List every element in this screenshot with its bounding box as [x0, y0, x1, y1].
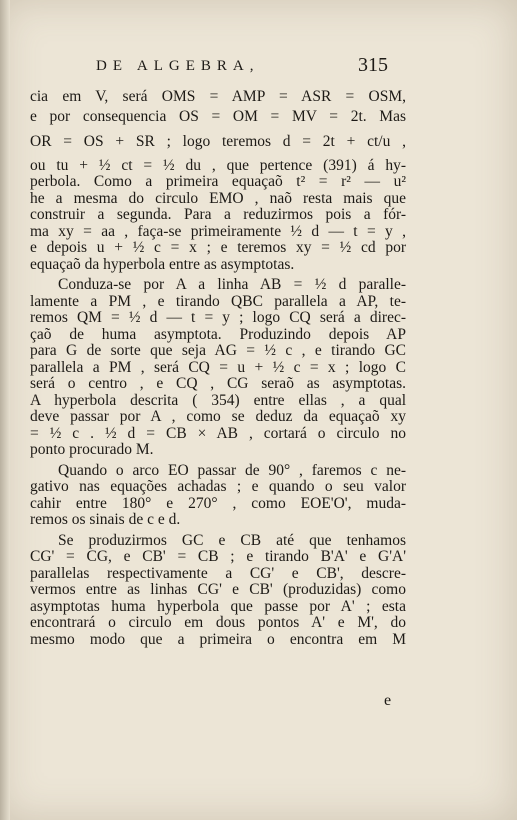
- catchword: e: [384, 692, 392, 709]
- page-number: 315: [358, 54, 388, 76]
- text-line: encontrará o circulo em dous pontos A' e M', do: [30, 614, 406, 631]
- text-line: construir a segunda. Para a reduzirmos pois a fór-: [30, 206, 406, 223]
- text-line: gativo nas equações achadas ; e quando o seu valor: [30, 478, 406, 495]
- text-line: Quando o arco EO passar de 90° , faremos c ne-: [58, 461, 406, 479]
- text-line: he a mesma do circulo EMO , naõ resta mais que: [30, 189, 406, 207]
- text-line: para G de sorte que seja AG = ½ c , e tirando GC: [30, 342, 406, 359]
- text-line: cia em V, será OMS = AMP = ASR = OSM,: [30, 88, 406, 105]
- text-line: será o centro , e CQ , CG seraõ as asymptotas.: [30, 375, 406, 392]
- text-line: deve passar por A , como se deduz da equaçaõ xy: [30, 408, 406, 425]
- running-header: DE ALGEBRA,: [96, 58, 260, 74]
- text-line: Conduza-se por A a linha AB = ½ d paralle-: [58, 276, 406, 293]
- text-line: vermos entre as linhas CG' e CB' (produzidas) como: [30, 581, 406, 598]
- text-line: parallelas respectivamente a CG' e CB', descre-: [30, 564, 406, 582]
- text-line: CG' = CG, e CB' = CB ; e tirando B'A' e G'A': [30, 548, 406, 565]
- text-line: remos os sinais de c e d.: [30, 511, 181, 528]
- text-line: e depois u + ½ c = x ; e teremos xy = ½ cd por: [30, 239, 406, 256]
- text-line: ponto procurado M.: [30, 441, 154, 458]
- text-line: asymptotas huma hyperbola que passe por A' ; esta: [30, 597, 406, 615]
- text-line: e por consequencia OS = OM = MV = 2t. Mas: [30, 108, 406, 125]
- text-line: A hyperbola descrita ( 354) entre ellas , a qual: [30, 391, 406, 409]
- text-line: ma xy = aa , faça-se primeiramente ½ d — t = y ,: [30, 222, 406, 240]
- text-line: = ½ c . ½ d = CB × AB , cortará o circulo no: [30, 424, 406, 442]
- body-text: [30, 84, 406, 648]
- page-gutter: [0, 0, 10, 820]
- text-line: çaõ de huma asymptota. Produzindo depois AP: [30, 325, 406, 343]
- text-line: perbola. Como a primeira equaçaõ t² = r² — u²: [30, 173, 406, 190]
- text-line: remos QM = ½ d — t = y ; logo CQ será a direc-: [30, 309, 406, 326]
- text-line: OR = OS + SR ; logo teremos d = 2t + ct/u ,: [30, 132, 406, 150]
- text-line: cahir entre 180° e 270° , como EOE'O', muda-: [30, 494, 406, 512]
- text-line: Se produzirmos GC e CB até que tenhamos: [58, 531, 406, 549]
- text-line: equaçaõ da hyperbola entre as asymptotas.: [30, 255, 295, 273]
- text-line: mesmo modo que a primeira o encontra em M: [30, 630, 406, 648]
- text-line: parallela a PM , será CQ = u + ½ c = x ; logo C: [30, 358, 406, 376]
- text-line: lamente a PM , e tirando QBC parallela a AP, te-: [30, 292, 406, 310]
- text-line: ou tu + ½ ct = ½ du , que pertence (391) á hy-: [30, 156, 406, 174]
